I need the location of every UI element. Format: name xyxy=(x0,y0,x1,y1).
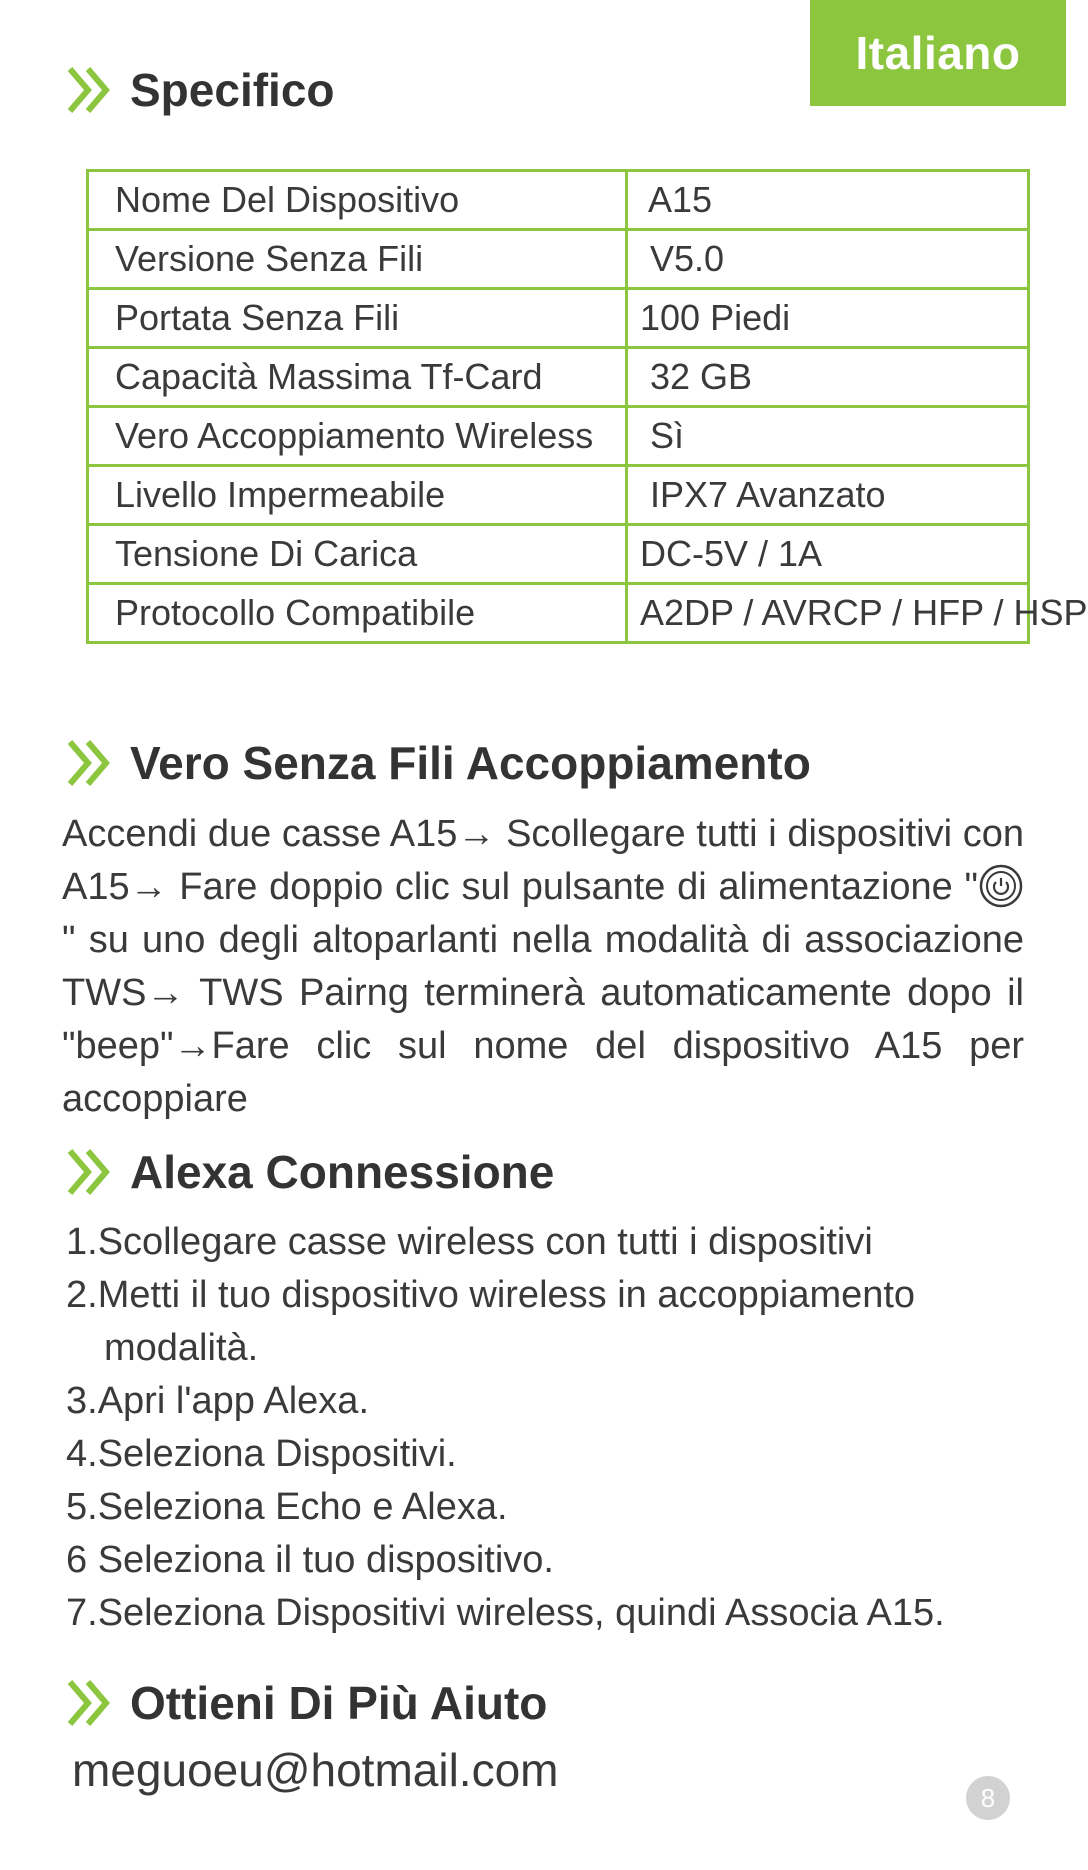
double-chevron-right-icon xyxy=(64,1676,116,1730)
double-chevron-right-icon xyxy=(64,63,116,117)
spec-key-cell: Portata Senza Fili xyxy=(88,289,627,348)
double-chevron-right-icon xyxy=(64,736,116,790)
spec-key-cell: Tensione Di Carica xyxy=(88,525,627,584)
section-title: Ottieni Di Più Aiuto xyxy=(130,1677,548,1729)
spec-value-cell: V5.0 xyxy=(627,230,1029,289)
table-row xyxy=(88,584,1029,643)
support-email-link[interactable]: meguoeu@hotmail.com xyxy=(72,1744,559,1796)
spec-value-cell: A15 xyxy=(627,171,1029,230)
table-row xyxy=(88,525,1029,584)
help-heading xyxy=(64,1676,547,1730)
pairing-text-part1: Accendi due casse A15→ Scollegare tutti i dispositivi con A15→ Fare doppio clic sul pulsante di alimentazione " xyxy=(62,813,1024,908)
list-item: 5.Seleziona Echo e Alexa. xyxy=(66,1486,508,1528)
spec-value-cell: IPX7 Avanzato xyxy=(627,466,1029,525)
section-title: Specifico xyxy=(130,64,335,116)
list-item: 1.Scollegare casse wireless con tutti i dispositivi xyxy=(66,1221,873,1263)
spec-table xyxy=(86,169,1088,644)
spec-key-cell: Versione Senza Fili xyxy=(88,230,627,289)
double-chevron-right-icon xyxy=(64,1145,116,1199)
table-row xyxy=(88,466,1029,525)
pairing-instructions xyxy=(62,808,1024,1126)
spec-value-cell: DC-5V / 1A xyxy=(627,525,1029,584)
table-row xyxy=(88,289,1029,348)
page-number-badge: 8 xyxy=(966,1776,1010,1820)
table-row xyxy=(88,230,1029,289)
spec-key-cell: Capacità Massima Tf-Card xyxy=(88,348,627,407)
alexa-steps-list xyxy=(66,1216,1026,1640)
list-item: 7.Seleziona Dispositivi wireless, quindi Associa A15. xyxy=(66,1592,945,1634)
power-icon xyxy=(978,863,1024,909)
pairing-text-part2: " su uno degli altoparlanti nella modalità di associazione TWS→ TWS Pairng terminerà automaticamente dopo il "beep"→Fare clic sul nome del dispositivo A15 per accoppiare xyxy=(62,919,1024,1120)
spec-heading xyxy=(64,63,335,117)
list-item: 3.Apri l'app Alexa. xyxy=(66,1380,369,1422)
spec-key-cell: Protocollo Compatibile xyxy=(88,584,627,643)
section-title: Alexa Connessione xyxy=(130,1146,555,1198)
spec-value-cell: 32 GB xyxy=(627,348,1029,407)
list-item: modalità. xyxy=(104,1327,259,1369)
alexa-heading xyxy=(64,1145,554,1199)
list-item: 4.Seleziona Dispositivi. xyxy=(66,1433,457,1475)
language-tab: Italiano xyxy=(810,0,1066,106)
spec-value-cell: 100 Piedi xyxy=(627,289,1029,348)
list-item: 6 Seleziona il tuo dispositivo. xyxy=(66,1539,554,1581)
table-row xyxy=(88,348,1029,407)
spec-key-cell: Nome Del Dispositivo xyxy=(88,171,627,230)
spec-key-cell: Vero Accoppiamento Wireless xyxy=(88,407,627,466)
table-row xyxy=(88,171,1029,230)
spec-value-cell: A2DP / AVRCP / HFP / HSP xyxy=(627,584,1029,643)
spec-value-cell: Sì xyxy=(627,407,1029,466)
spec-key-cell: Livello Impermeabile xyxy=(88,466,627,525)
list-item: 2.Metti il tuo dispositivo wireless in accoppiamento xyxy=(66,1274,916,1316)
table-row xyxy=(88,407,1029,466)
section-title: Vero Senza Fili Accoppiamento xyxy=(130,737,811,789)
pairing-heading xyxy=(64,736,811,790)
